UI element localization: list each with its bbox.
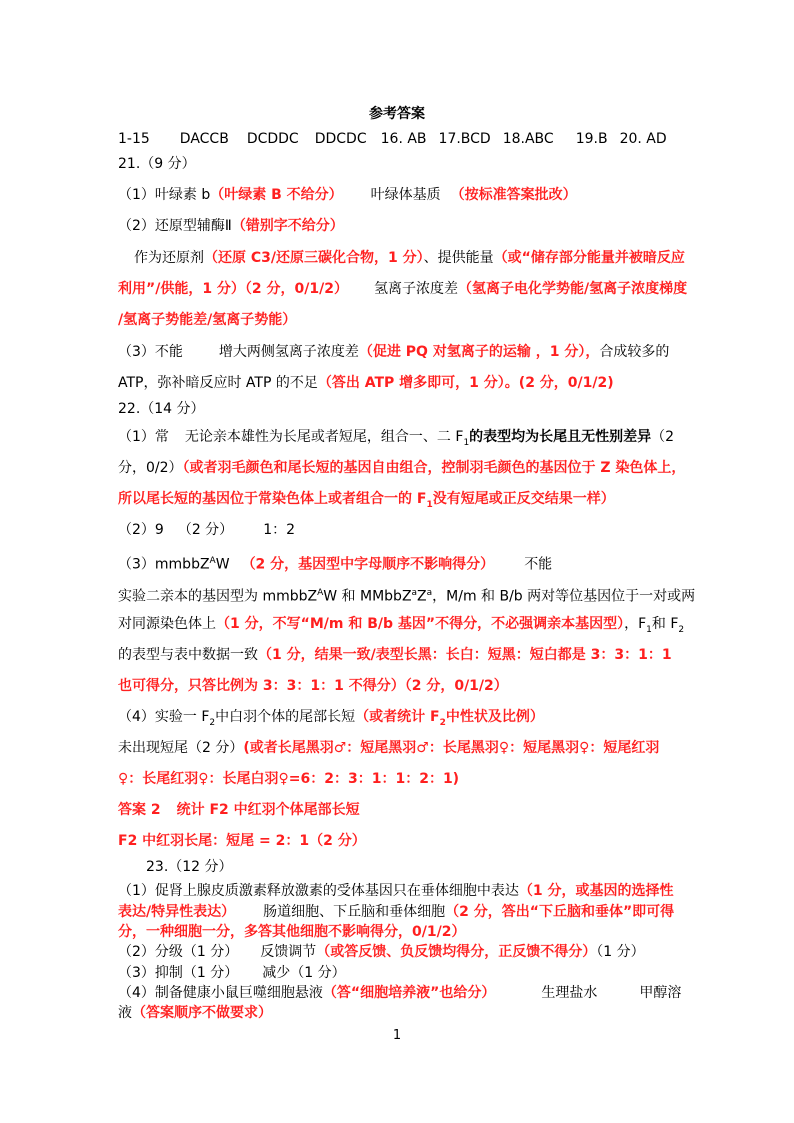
- q21-note-3a: （还原 C3/还原三碳化合物，1 分）: [204, 250, 424, 266]
- q21-note-1b: （按标准答案批改）: [450, 187, 577, 203]
- q22-note-2: （或者羽毛颜色和尾长短的基因自由组合，控制羽毛颜色的基因位于 Z 染色体上，: [182, 460, 686, 476]
- q22-answer-8: 的表型与表中数据一致: [118, 647, 258, 663]
- answers-1-20: [118, 130, 682, 148]
- q23-answer-1: （1）促肾上腺皮质激素释放激素的受体基因只在垂体细胞中表达: [118, 883, 519, 899]
- q22-alt-answer-13: 统计 F2 中红羽个体尾部长短: [176, 802, 360, 818]
- answer-16: 16. AB: [380, 131, 427, 147]
- q22-answer-5c: 不能: [524, 556, 553, 573]
- q21-line-6: [118, 343, 682, 361]
- q22-answer-4b: （2 分）: [177, 522, 234, 538]
- q23-answer-5b: 减少（1 分）: [262, 965, 346, 981]
- q22-line-7: [118, 615, 685, 639]
- q22-sub-7a: 1: [646, 624, 652, 635]
- q21-note-2: （错别字不给分）: [231, 218, 344, 234]
- q22-answer-6b: W 和 MMbbZ: [323, 588, 412, 605]
- q22-note-5: （2 分，基因型中字母顺序不影响得分）: [241, 556, 495, 573]
- q22-answer-5a: （3）mmbbZ: [118, 556, 210, 573]
- q21-answer-7: ATP，弥补暗反应时 ATP 的不足: [118, 375, 318, 391]
- q23-line-1: [118, 882, 682, 900]
- q22-line-11: [118, 739, 682, 757]
- q23-answer-2: 肠道细胞、下丘脑和垂体细胞: [263, 904, 446, 920]
- q23-answer-4a: （2）分级（1 分）: [118, 944, 239, 960]
- q21-answer-3b: 、提供能量: [423, 250, 494, 266]
- q22-answer-10a: （4）实验一 F: [118, 709, 210, 725]
- q22-answer-7a: 对同源染色体上: [118, 616, 216, 632]
- q22-line-6: [118, 584, 696, 606]
- q22-sub-1: 1: [463, 437, 470, 448]
- q23-line-2: [118, 903, 682, 921]
- q21-note-1a: （叶绿素 B 不给分）: [210, 187, 343, 203]
- answer-20: 20. AD: [619, 131, 667, 147]
- q22-answer-1b: 无论亲本雄性为长尾或者短尾，组合一、二 F: [184, 429, 464, 445]
- q21-answer-1a: （1）叶绿素 b: [118, 187, 211, 203]
- q21-line-4: [118, 280, 688, 298]
- q22-note-8: （1 分，结果一致/表型长黑：长白：短黑：短白都是 3：3：1：1: [258, 647, 672, 663]
- answers-range: 1-15: [118, 131, 150, 147]
- q23-answer-5a: （3）抑制（1 分）: [118, 965, 239, 981]
- q22-sub-7b: 2: [678, 624, 685, 635]
- q22-note-11: (或者长尾黑羽♂：短尾黑羽♂：长尾黑羽♀：短尾黑羽♀：短尾红羽: [243, 740, 660, 756]
- q22-answer-1d: （2: [651, 429, 675, 445]
- answer-17: 17.BCD: [438, 131, 491, 147]
- q21-answer-3a: 作为还原剂: [134, 250, 204, 266]
- q21-answer-1b: 叶绿体基质: [370, 187, 441, 203]
- q22-note-3a: 所以尾长短的基因位于常染色体上或者组合一的 F: [118, 491, 427, 507]
- q23-line-6: [118, 984, 682, 1002]
- q23-answer-4b: 反馈调节: [260, 944, 317, 960]
- answers-group-2: DCDDC: [246, 131, 299, 147]
- q23-answer-7: 液: [118, 1005, 132, 1021]
- q21-note-4a: 利用”/供能，1 分）（2 分，0/1/2）: [118, 281, 348, 297]
- q23-note-3: 分，一种细胞一分，多答其他细胞不影响得分，0/1/2）: [118, 924, 466, 940]
- q22-answer-11: 未出现短尾（2 分）: [118, 740, 244, 756]
- q21-note-7: （答出 ATP 增多即可，1 分）。(2 分，0/1/2): [317, 375, 614, 391]
- q22-line-5: [118, 552, 682, 574]
- page-title: 参考答案: [369, 106, 425, 122]
- q22-sub-10b: 2: [439, 717, 446, 728]
- q22-line-4: [118, 521, 682, 539]
- q22-answer-1c: 的表型均为长尾且无性别差异: [469, 429, 652, 445]
- answer-19: 19.B: [575, 131, 608, 147]
- q22-heading: 22.（14 分）: [118, 401, 205, 417]
- q22-note-10b: 中性状及比例）: [445, 709, 544, 725]
- q23-heading: 23.（12 分）: [146, 859, 233, 875]
- q22-answer-2a: 分，0/2）: [118, 460, 183, 476]
- q22-answer-1a: （1）常: [118, 429, 169, 445]
- q23-answer-4c: （1 分）: [596, 944, 645, 960]
- q22-note-3b: 没有短尾或正反交结果一样）: [432, 491, 615, 507]
- page-number: 1: [392, 1028, 402, 1043]
- q22-sup-6b: a: [411, 588, 418, 598]
- q22-line-8: [118, 646, 682, 664]
- q22-answer-7c: 和 F: [651, 616, 679, 632]
- q23-line-5: [118, 964, 682, 982]
- q22-answer-4a: （2）9: [118, 522, 164, 538]
- q23-answer-6c: 甲醇溶: [639, 985, 682, 1001]
- answers-group-1: DACCB: [179, 131, 229, 147]
- q22-line-10: [118, 708, 682, 732]
- q21-note-3b: （或“储存部分能量并被暗反应: [493, 250, 685, 266]
- q22-answer-6a: 实验二亲本的基因型为 mmbbZ: [118, 588, 318, 605]
- q21-line-5: [118, 311, 682, 329]
- q22-answer-10b: 中白羽个体的尾部长短: [215, 709, 356, 725]
- q21-answer-6b: 增大两侧氢离子浓度差: [218, 344, 359, 360]
- q23-answer-6a: （4）制备健康小鼠巨噬细胞悬液: [118, 985, 323, 1001]
- q22-note-10a: （或者统计 F: [355, 709, 440, 725]
- q21-note-6: （促进 PQ 对氢离子的运输 ，1 分），: [358, 344, 600, 360]
- q22-note-12: ♀：长尾红羽♀：长尾白羽♀=6：2：3：1：1：2：1): [118, 771, 460, 787]
- q21-line-2: [118, 217, 682, 235]
- q23-note-1: （1 分，或基因的选择性: [518, 883, 674, 899]
- q21-answer-2: （2）还原型辅酶Ⅱ: [118, 218, 232, 234]
- q23-line-3: [118, 923, 682, 941]
- q21-line-7: [118, 374, 682, 392]
- q22-alt-answer-14: F2 中红羽长尾：短尾 = 2：1（2 分）: [118, 833, 366, 849]
- q21-answer-6c: 合成较多的: [599, 344, 670, 360]
- q23-note-6: （答“细胞培养液”也给分）: [322, 985, 496, 1001]
- q23-line-7: [118, 1004, 682, 1022]
- q23-line-4: [118, 943, 682, 961]
- q22-line-2: [118, 459, 686, 477]
- q22-line-12: [118, 770, 682, 788]
- q21-answer-4: 氢离子浓度差: [374, 281, 458, 297]
- q22-alt-answer-label: 答案 2: [118, 802, 161, 818]
- q22-line-3: [118, 490, 682, 514]
- q22-sub-10a: 2: [209, 717, 216, 728]
- q21-line-3: [134, 249, 685, 267]
- q22-note-7: （1 分，不写“M/m 和 B/b 基因”不得分，不必强调亲本基因型）: [216, 616, 625, 632]
- q21-note-5: /氢离子势能差/氢离子势能）: [118, 312, 297, 328]
- q21-note-4b: （氢离子电化学势能/氢离子浓度梯度: [458, 281, 688, 297]
- q22-line-1: [118, 428, 682, 452]
- q22-line-13: [118, 801, 682, 819]
- answers-group-3: DDCDC: [314, 131, 367, 147]
- q22-sup-6a: A: [317, 588, 324, 598]
- q22-note-9: 也可得分，只答比例为 3：3：1：1 不得分）（2 分，0/1/2）: [118, 678, 508, 694]
- q23-note-7: （答案顺序不做要求）: [132, 1005, 272, 1021]
- q23-note-2b: （2 分，答出“下丘脑和垂体”即可得: [445, 904, 675, 920]
- q22-sup-5: A: [209, 556, 216, 566]
- q22-sup-6c: a: [426, 588, 433, 598]
- q22-line-9: [118, 677, 682, 695]
- q23-note-4: （或答反馈、负反馈均得分，正反馈不得分）: [316, 944, 597, 960]
- answer-18: 18.ABC: [502, 131, 554, 147]
- q22-answer-7b: ，F: [624, 616, 647, 632]
- q21-heading: 21.（9 分）: [118, 156, 196, 172]
- q22-line-14: [118, 832, 682, 850]
- q22-sub-3: 1: [426, 499, 433, 510]
- q22-answer-6c: Z: [417, 588, 427, 605]
- q23-note-2a: 表达/特异性表达）: [118, 904, 236, 920]
- q21-line-1: [118, 186, 682, 204]
- q22-answer-4c: 1：2: [263, 522, 296, 538]
- q21-answer-6a: （3）不能: [118, 344, 183, 360]
- q23-answer-6b: 生理盐水: [541, 985, 598, 1001]
- q22-answer-5b: W: [215, 556, 230, 573]
- q22-answer-6d: ，M/m 和 B/b 两对等位基因位于一对或两: [432, 588, 696, 605]
